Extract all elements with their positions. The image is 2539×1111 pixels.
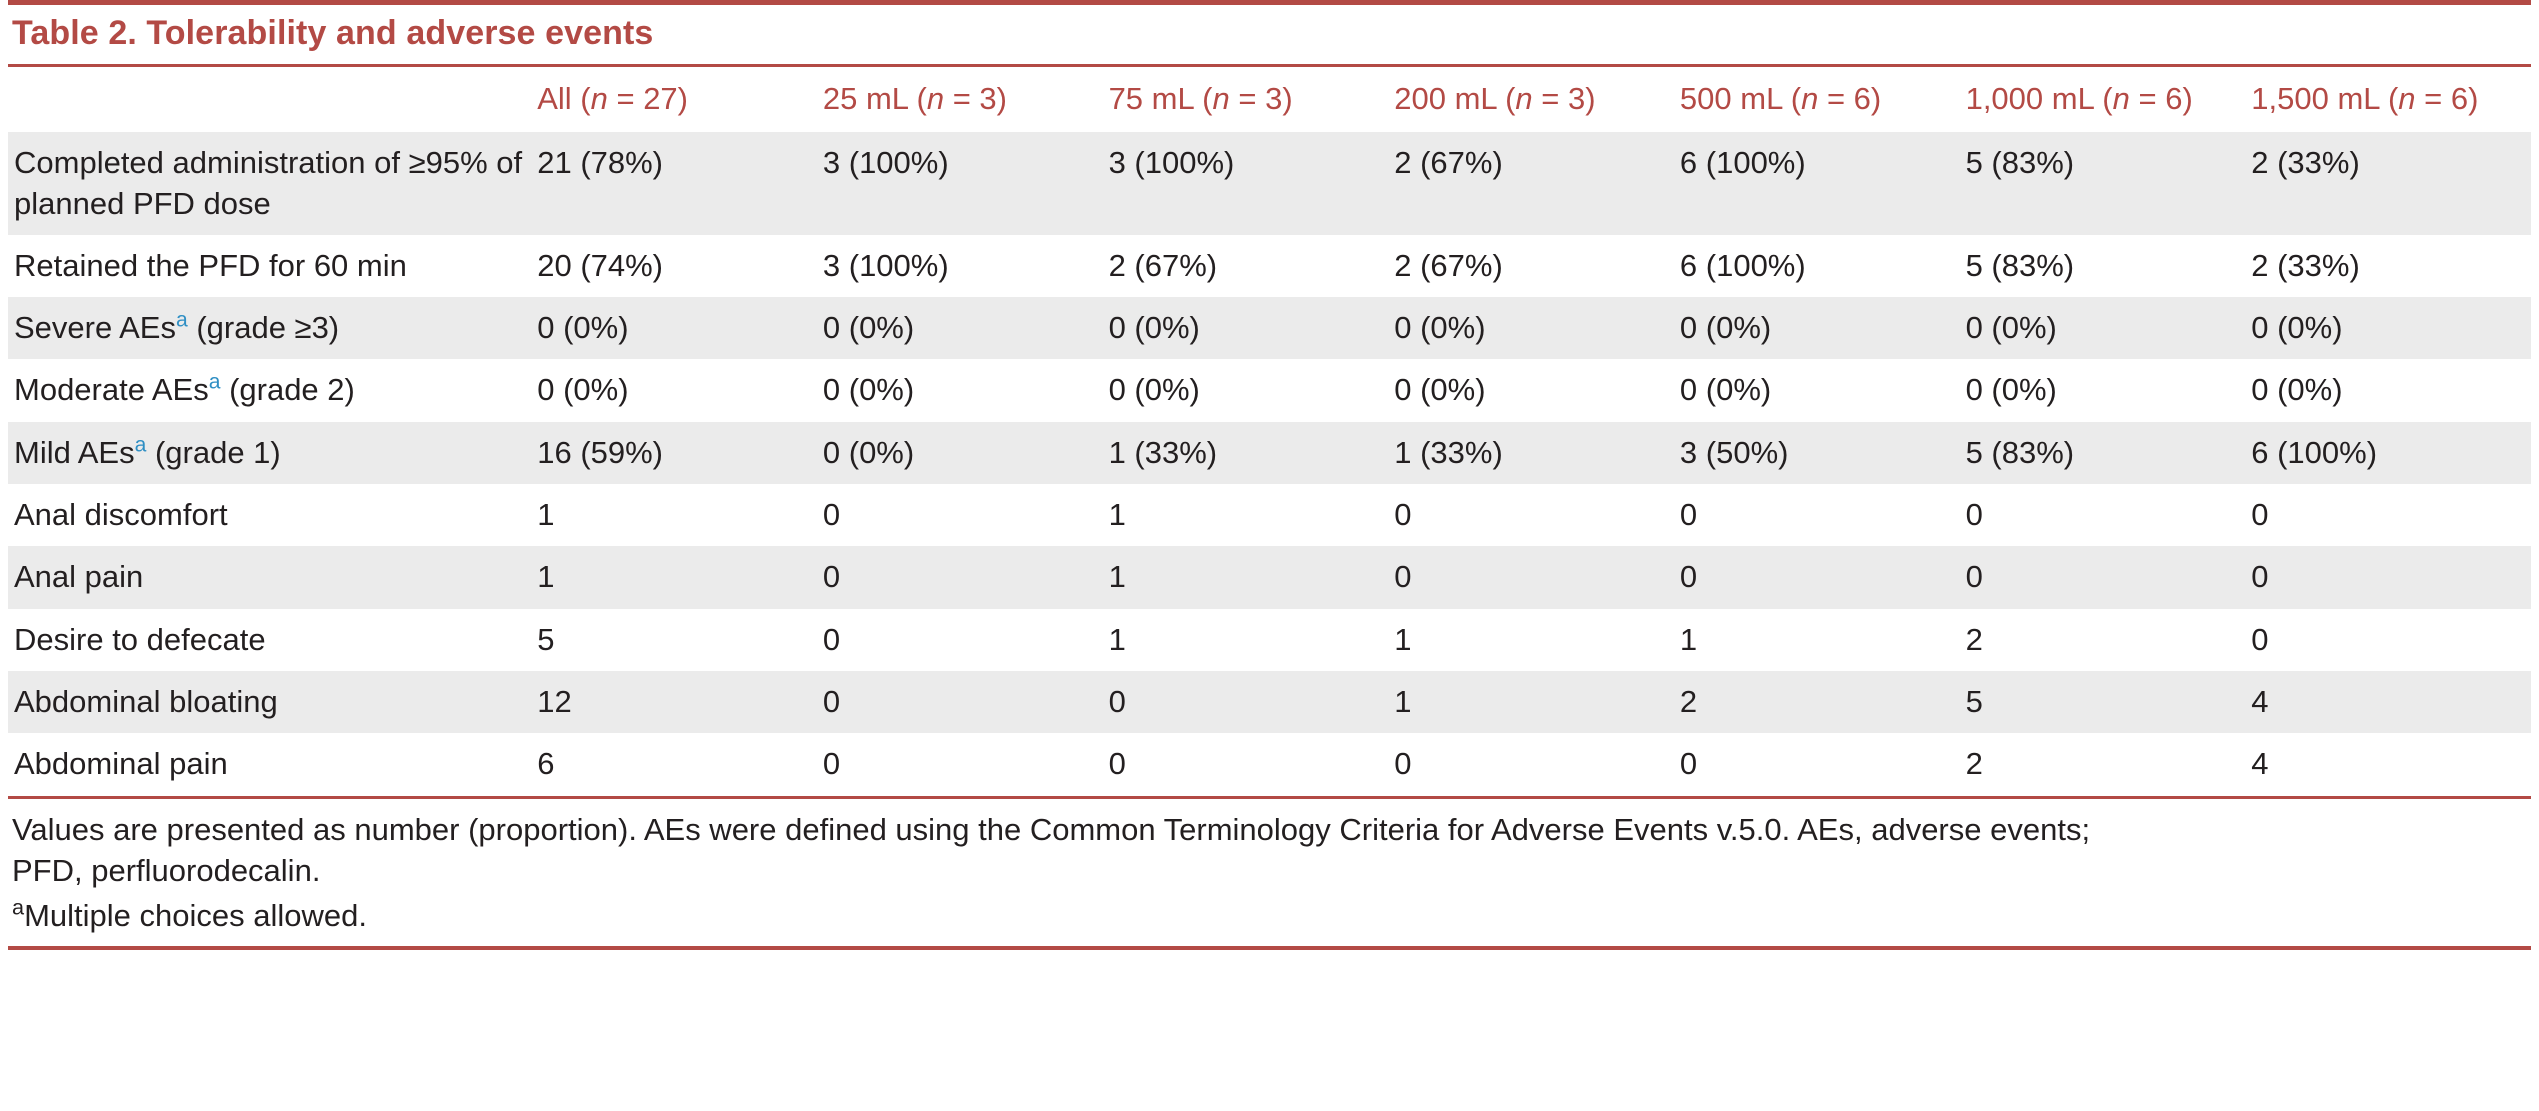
notes-footnote <box>12 895 2527 936</box>
cell-25ml: 0 <box>817 484 1103 546</box>
cell-1000ml: 0 (0%) <box>1960 359 2246 421</box>
cell-1000ml: 2 <box>1960 609 2246 671</box>
cell-1000ml: 0 <box>1960 484 2246 546</box>
footnote-marker: a <box>134 433 147 457</box>
notes-line-1: Values are presented as number (proportion). AEs were defined using the Common Terminology Criteria for Adverse Events v.5.0. AEs, adverse events; <box>12 811 2091 847</box>
cell-1500ml: 0 <box>2245 609 2531 671</box>
row-label <box>8 359 531 421</box>
column-header-500ml: 500 mL (n = 6) <box>1679 81 1882 116</box>
cell-all: 6 <box>531 733 817 795</box>
row-label-text: Moderate AEs <box>14 372 209 408</box>
row-label <box>8 297 531 359</box>
table-row <box>8 422 2531 484</box>
cell-all: 0 (0%) <box>531 359 817 421</box>
row-label-suffix: (grade ≥3) <box>187 310 340 346</box>
cell-75ml: 2 (67%) <box>1103 235 1389 297</box>
table-bottom-rule <box>8 946 2531 950</box>
cell-200ml: 0 <box>1388 733 1674 795</box>
row-label: Retained the PFD for 60 min <box>8 235 531 297</box>
cell-500ml: 6 (100%) <box>1674 132 1960 235</box>
row-label: Desire to defecate <box>8 609 531 671</box>
cell-500ml: 2 <box>1674 671 1960 733</box>
cell-200ml: 0 <box>1388 484 1674 546</box>
cell-200ml: 0 <box>1388 546 1674 608</box>
cell-200ml: 2 (67%) <box>1388 132 1674 235</box>
cell-75ml: 0 (0%) <box>1103 359 1389 421</box>
table-row <box>8 484 2531 546</box>
cell-25ml: 0 <box>817 733 1103 795</box>
cell-75ml: 1 (33%) <box>1103 422 1389 484</box>
column-header-1000ml: 1,000 mL (n = 6) <box>1965 81 2193 116</box>
cell-200ml: 1 (33%) <box>1388 422 1674 484</box>
cell-500ml: 0 <box>1674 733 1960 795</box>
cell-200ml: 1 <box>1388 671 1674 733</box>
cell-1500ml: 0 <box>2245 546 2531 608</box>
table-body <box>8 132 2531 795</box>
cell-1000ml: 2 <box>1960 733 2246 795</box>
row-label-text: Mild AEs <box>14 434 135 470</box>
header-row <box>8 67 2531 132</box>
footnote-text: Multiple choices allowed. <box>24 898 367 933</box>
row-label-suffix: (grade 2) <box>220 372 355 408</box>
cell-all: 1 <box>531 546 817 608</box>
row-label: Abdominal bloating <box>8 671 531 733</box>
table-row <box>8 132 2531 235</box>
cell-all: 20 (74%) <box>531 235 817 297</box>
cell-all: 21 (78%) <box>531 132 817 235</box>
row-label: Abdominal pain <box>8 733 531 795</box>
cell-1500ml: 0 (0%) <box>2245 297 2531 359</box>
cell-1500ml: 2 (33%) <box>2245 235 2531 297</box>
cell-25ml: 0 <box>817 546 1103 608</box>
cell-1000ml: 0 <box>1960 546 2246 608</box>
footnote-marker: a <box>175 308 188 332</box>
table-row <box>8 359 2531 421</box>
cell-1500ml: 4 <box>2245 733 2531 795</box>
footnote-marker: a <box>12 894 25 920</box>
column-header-row-label <box>8 67 531 132</box>
table-row <box>8 297 2531 359</box>
cell-75ml: 0 <box>1103 733 1389 795</box>
cell-75ml: 0 <box>1103 671 1389 733</box>
cell-500ml: 3 (50%) <box>1674 422 1960 484</box>
column-header-1500ml: 1,500 mL (n = 6) <box>2251 81 2479 116</box>
cell-75ml: 1 <box>1103 546 1389 608</box>
table-notes <box>8 799 2531 941</box>
row-label: Anal discomfort <box>8 484 531 546</box>
column-header-75ml: 75 mL (n = 3) <box>1108 81 1293 116</box>
cell-25ml: 0 (0%) <box>817 359 1103 421</box>
cell-1000ml: 5 <box>1960 671 2246 733</box>
cell-500ml: 0 <box>1674 546 1960 608</box>
cell-200ml: 1 <box>1388 609 1674 671</box>
cell-25ml: 3 (100%) <box>817 132 1103 235</box>
cell-25ml: 0 <box>817 671 1103 733</box>
cell-75ml: 1 <box>1103 484 1389 546</box>
adverse-events-table <box>8 67 2531 796</box>
cell-500ml: 6 (100%) <box>1674 235 1960 297</box>
cell-1000ml: 5 (83%) <box>1960 132 2246 235</box>
cell-500ml: 0 (0%) <box>1674 297 1960 359</box>
cell-500ml: 1 <box>1674 609 1960 671</box>
table-row <box>8 733 2531 795</box>
column-header-all: All (n = 27) <box>537 81 688 116</box>
cell-all: 12 <box>531 671 817 733</box>
notes-line-2: PFD, perfluorodecalin. <box>12 852 321 888</box>
table-caption: Table 2. Tolerability and adverse events <box>12 14 654 52</box>
cell-1000ml: 5 (83%) <box>1960 235 2246 297</box>
cell-1000ml: 0 (0%) <box>1960 297 2246 359</box>
row-label: Completed administration of ≥95% of planned PFD dose <box>8 132 531 235</box>
column-header-25ml: 25 mL (n = 3) <box>822 81 1007 116</box>
cell-75ml: 0 (0%) <box>1103 297 1389 359</box>
cell-500ml: 0 (0%) <box>1674 359 1960 421</box>
cell-75ml: 1 <box>1103 609 1389 671</box>
cell-200ml: 0 (0%) <box>1388 297 1674 359</box>
cell-25ml: 0 <box>817 609 1103 671</box>
cell-all: 1 <box>531 484 817 546</box>
table-row <box>8 546 2531 608</box>
cell-1500ml: 4 <box>2245 671 2531 733</box>
cell-1500ml: 0 <box>2245 484 2531 546</box>
cell-25ml: 0 (0%) <box>817 422 1103 484</box>
cell-200ml: 0 (0%) <box>1388 359 1674 421</box>
cell-1000ml: 5 (83%) <box>1960 422 2246 484</box>
cell-all: 5 <box>531 609 817 671</box>
cell-all: 0 (0%) <box>531 297 817 359</box>
cell-25ml: 0 (0%) <box>817 297 1103 359</box>
cell-500ml: 0 <box>1674 484 1960 546</box>
table-row <box>8 609 2531 671</box>
table-header <box>8 67 2531 132</box>
column-header-200ml: 200 mL (n = 3) <box>1394 81 1596 116</box>
table-row <box>8 671 2531 733</box>
cell-all: 16 (59%) <box>531 422 817 484</box>
cell-1500ml: 0 (0%) <box>2245 359 2531 421</box>
row-label <box>8 422 531 484</box>
footnote-marker: a <box>208 371 221 395</box>
cell-25ml: 3 (100%) <box>817 235 1103 297</box>
cell-1500ml: 6 (100%) <box>2245 422 2531 484</box>
table-row <box>8 235 2531 297</box>
row-label-suffix: (grade 1) <box>146 434 281 470</box>
cell-1500ml: 2 (33%) <box>2245 132 2531 235</box>
cell-75ml: 3 (100%) <box>1103 132 1389 235</box>
cell-200ml: 2 (67%) <box>1388 235 1674 297</box>
row-label-text: Severe AEs <box>14 310 176 346</box>
row-label: Anal pain <box>8 546 531 608</box>
